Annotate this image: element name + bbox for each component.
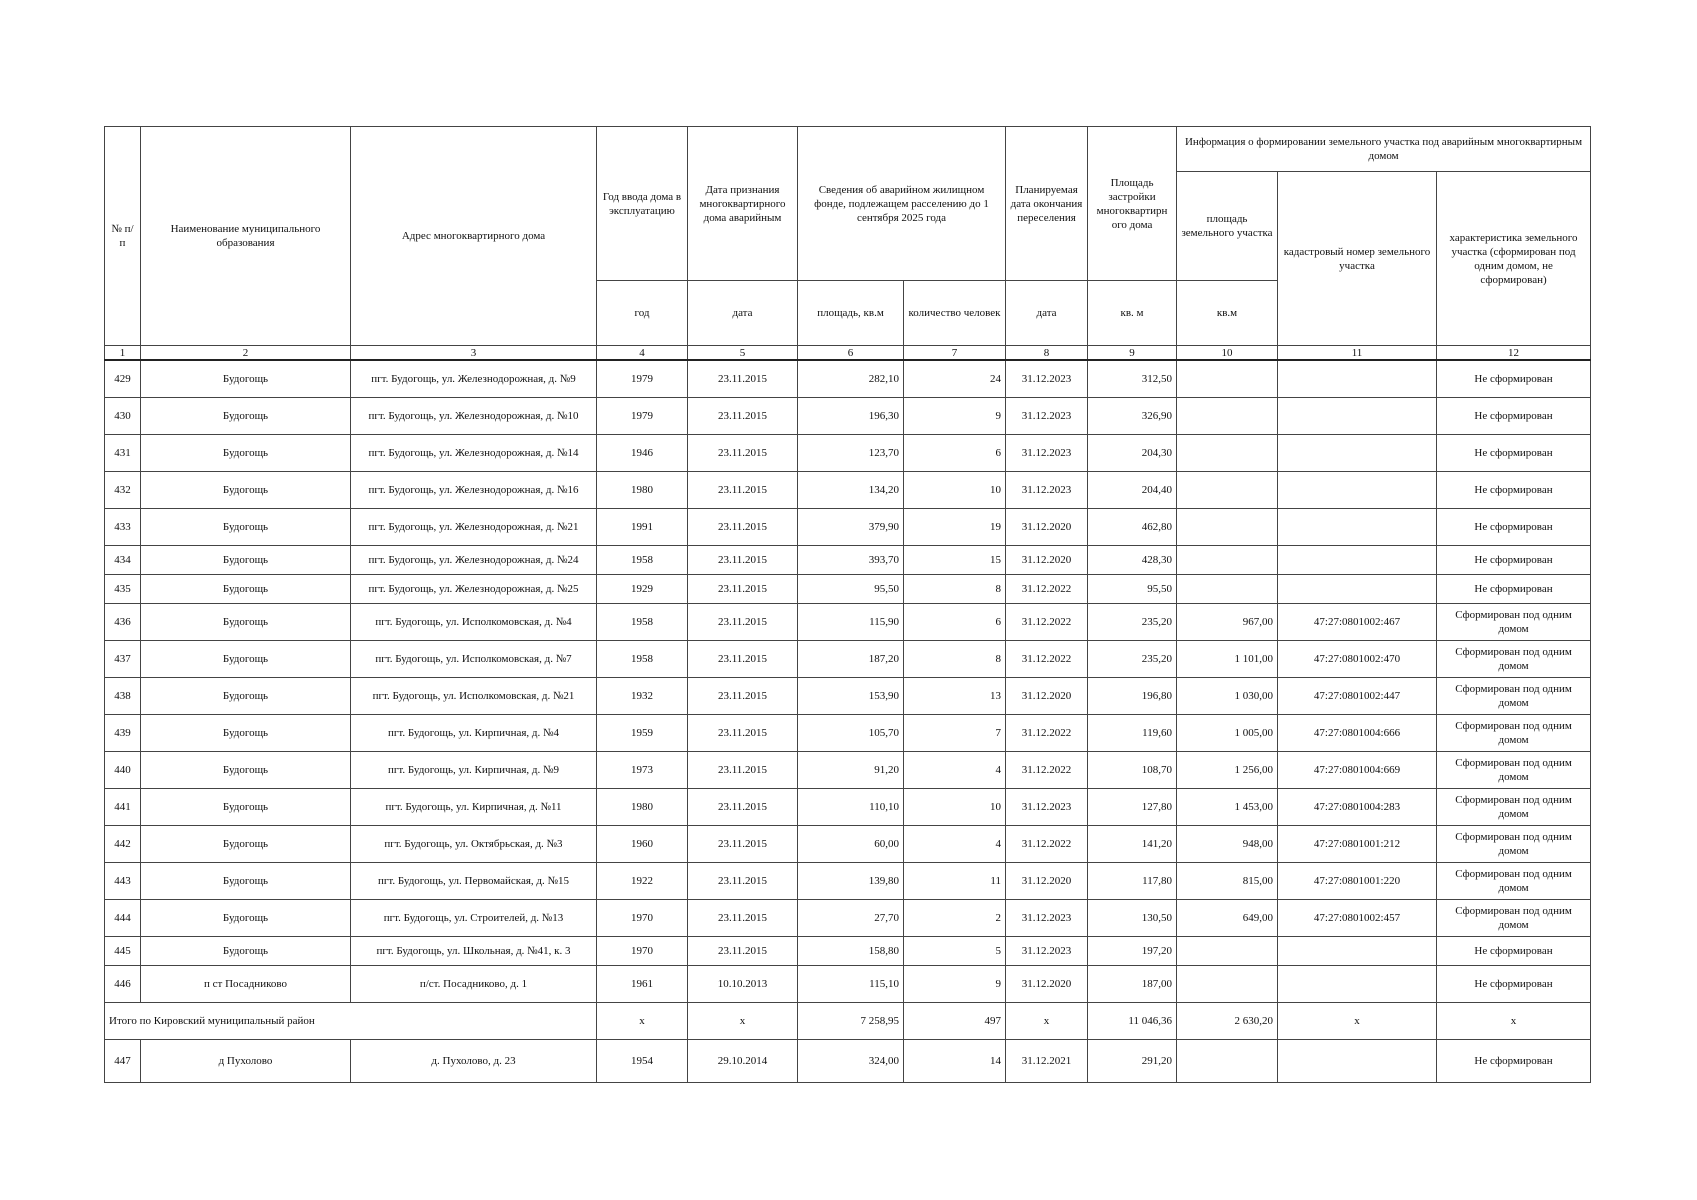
municipality-cell: Будогощь: [141, 826, 351, 863]
emergency-date-cell: 23.11.2015: [688, 826, 798, 863]
year-cell: 1980: [597, 789, 688, 826]
build-area-cell: 235,20: [1088, 641, 1177, 678]
planned-date-cell: 31.12.2022: [1006, 826, 1088, 863]
land-status-cell: Не сформирован: [1437, 966, 1591, 1003]
land-area-cell: [1177, 360, 1278, 398]
people-count-cell: 4: [904, 752, 1006, 789]
planned-date-cell: 31.12.2023: [1006, 360, 1088, 398]
unit-plan-date: дата: [1006, 281, 1088, 346]
table-row: [105, 752, 1591, 789]
land-area-cell: [1177, 966, 1278, 1003]
build-area-cell: 235,20: [1088, 604, 1177, 641]
table-row: [105, 789, 1591, 826]
column-number: 2: [141, 346, 351, 361]
address-cell: пгт. Будогощь, ул. Кирпичная, д. №9: [351, 752, 597, 789]
land-area-cell: [1177, 435, 1278, 472]
year-cell: 1954: [597, 1040, 688, 1083]
municipality-cell: Будогощь: [141, 789, 351, 826]
table-row: [105, 1040, 1591, 1083]
address-cell: пгт. Будогощь, ул. Кирпичная, д. №4: [351, 715, 597, 752]
cadastral-number-cell: [1278, 937, 1437, 966]
header-year: Год ввода дома в эксплуатацию: [597, 127, 688, 281]
area-cell: 115,90: [798, 604, 904, 641]
municipality-cell: Будогощь: [141, 678, 351, 715]
area-cell: 115,10: [798, 966, 904, 1003]
people-count-cell: 2: [904, 900, 1006, 937]
emergency-date-cell: 23.11.2015: [688, 789, 798, 826]
area-cell: 153,90: [798, 678, 904, 715]
planned-date-cell: 31.12.2022: [1006, 575, 1088, 604]
table-row: [105, 575, 1591, 604]
area-cell: 324,00: [798, 1040, 904, 1083]
address-cell: пгт. Будогощь, ул. Железнодорожная, д. №16: [351, 472, 597, 509]
total-area-cell: 7 258,95: [798, 1003, 904, 1040]
build-area-cell: 108,70: [1088, 752, 1177, 789]
address-cell: пгт. Будогощь, ул. Исполкомовская, д. №21: [351, 678, 597, 715]
table-row: [105, 826, 1591, 863]
year-cell: 1946: [597, 435, 688, 472]
area-cell: 27,70: [798, 900, 904, 937]
land-status-cell: Сформирован под одним домом: [1437, 604, 1591, 641]
area-cell: 196,30: [798, 398, 904, 435]
address-cell: пгт. Будогощь, ул. Школьная, д. №41, к. 3: [351, 937, 597, 966]
column-number-row: [105, 346, 1591, 361]
header-emergency-date: Дата признания многоквартирного дома аварийным: [688, 127, 798, 281]
build-area-cell: 95,50: [1088, 575, 1177, 604]
land-status-cell: Сформирован под одним домом: [1437, 789, 1591, 826]
people-count-cell: 4: [904, 826, 1006, 863]
planned-date-cell: 31.12.2020: [1006, 863, 1088, 900]
cadastral-number-cell: [1278, 360, 1437, 398]
people-count-cell: 9: [904, 966, 1006, 1003]
planned-date-cell: 31.12.2022: [1006, 604, 1088, 641]
total-build-cell: 11 046,36: [1088, 1003, 1177, 1040]
land-status-cell: Сформирован под одним домом: [1437, 752, 1591, 789]
column-number: 8: [1006, 346, 1088, 361]
column-number: 5: [688, 346, 798, 361]
land-area-cell: 1 005,00: [1177, 715, 1278, 752]
emergency-date-cell: 23.11.2015: [688, 715, 798, 752]
build-area-cell: 127,80: [1088, 789, 1177, 826]
land-status-cell: Сформирован под одним домом: [1437, 678, 1591, 715]
land-area-cell: 649,00: [1177, 900, 1278, 937]
table-row: [105, 435, 1591, 472]
row-number-cell: 436: [105, 604, 141, 641]
emergency-date-cell: 23.11.2015: [688, 398, 798, 435]
year-cell: 1970: [597, 900, 688, 937]
municipality-cell: Будогощь: [141, 604, 351, 641]
people-count-cell: 8: [904, 641, 1006, 678]
land-area-cell: 1 256,00: [1177, 752, 1278, 789]
address-cell: пгт. Будогощь, ул. Кирпичная, д. №11: [351, 789, 597, 826]
land-area-cell: [1177, 546, 1278, 575]
land-area-cell: 967,00: [1177, 604, 1278, 641]
emergency-date-cell: 23.11.2015: [688, 546, 798, 575]
address-cell: пгт. Будогощь, ул. Железнодорожная, д. №10: [351, 398, 597, 435]
municipality-cell: Будогощь: [141, 398, 351, 435]
year-cell: 1932: [597, 678, 688, 715]
table-row: [105, 360, 1591, 398]
column-number: 11: [1278, 346, 1437, 361]
build-area-cell: 119,60: [1088, 715, 1177, 752]
column-number: 1: [105, 346, 141, 361]
emergency-date-cell: 23.11.2015: [688, 900, 798, 937]
land-status-cell: Не сформирован: [1437, 937, 1591, 966]
emergency-date-cell: 23.11.2015: [688, 575, 798, 604]
cadastral-number-cell: 47:27:0801004:666: [1278, 715, 1437, 752]
area-cell: 110,10: [798, 789, 904, 826]
row-number-cell: 434: [105, 546, 141, 575]
land-area-cell: [1177, 937, 1278, 966]
emergency-date-cell: 23.11.2015: [688, 752, 798, 789]
municipality-cell: Будогощь: [141, 509, 351, 546]
land-status-cell: Сформирован под одним домом: [1437, 826, 1591, 863]
row-number-cell: 446: [105, 966, 141, 1003]
emergency-date-cell: 23.11.2015: [688, 360, 798, 398]
year-cell: 1970: [597, 937, 688, 966]
emergency-date-cell: 23.11.2015: [688, 863, 798, 900]
year-cell: 1973: [597, 752, 688, 789]
total-date-cell: x: [688, 1003, 798, 1040]
header-land-status: характеристика земельного участка (сформирован под одним домом, не сформирован): [1437, 172, 1591, 346]
table-row: [105, 900, 1591, 937]
land-area-cell: [1177, 575, 1278, 604]
people-count-cell: 7: [904, 715, 1006, 752]
planned-date-cell: 31.12.2023: [1006, 435, 1088, 472]
total-label: Итого по Кировский муниципальный район: [105, 1003, 597, 1040]
land-status-cell: Сформирован под одним домом: [1437, 641, 1591, 678]
planned-date-cell: 31.12.2020: [1006, 678, 1088, 715]
cadastral-number-cell: 47:27:0801004:283: [1278, 789, 1437, 826]
cadastral-number-cell: [1278, 966, 1437, 1003]
area-cell: 187,20: [798, 641, 904, 678]
table-row: [105, 546, 1591, 575]
land-area-cell: [1177, 1040, 1278, 1083]
cadastral-number-cell: 47:27:0801004:669: [1278, 752, 1437, 789]
build-area-cell: 428,30: [1088, 546, 1177, 575]
table-row: [105, 715, 1591, 752]
land-status-cell: Не сформирован: [1437, 435, 1591, 472]
area-cell: 95,50: [798, 575, 904, 604]
area-cell: 60,00: [798, 826, 904, 863]
cadastral-number-cell: 47:27:0801002:467: [1278, 604, 1437, 641]
address-cell: пгт. Будогощь, ул. Исполкомовская, д. №4: [351, 604, 597, 641]
planned-date-cell: 31.12.2022: [1006, 641, 1088, 678]
year-cell: 1959: [597, 715, 688, 752]
year-cell: 1980: [597, 472, 688, 509]
land-area-cell: [1177, 509, 1278, 546]
land-status-cell: Не сформирован: [1437, 575, 1591, 604]
build-area-cell: 204,40: [1088, 472, 1177, 509]
unit-land-area: кв.м: [1177, 281, 1278, 346]
people-count-cell: 10: [904, 472, 1006, 509]
area-cell: 91,20: [798, 752, 904, 789]
land-status-cell: Не сформирован: [1437, 360, 1591, 398]
address-cell: пгт. Будогощь, ул. Железнодорожная, д. №24: [351, 546, 597, 575]
municipality-cell: Будогощь: [141, 435, 351, 472]
header-address: Адрес многоквартирного дома: [351, 127, 597, 346]
people-count-cell: 8: [904, 575, 1006, 604]
table-body: [105, 346, 1591, 1083]
address-cell: пгт. Будогощь, ул. Октябрьская, д. №3: [351, 826, 597, 863]
header-emergency-fund: Сведения об аварийном жилищном фонде, подлежащем расселению до 1 сентября 2025 года: [798, 127, 1006, 281]
total-land-cell: 2 630,20: [1177, 1003, 1278, 1040]
people-count-cell: 11: [904, 863, 1006, 900]
people-count-cell: 14: [904, 1040, 1006, 1083]
people-count-cell: 24: [904, 360, 1006, 398]
year-cell: 1922: [597, 863, 688, 900]
planned-date-cell: 31.12.2023: [1006, 398, 1088, 435]
table-row: [105, 641, 1591, 678]
land-area-cell: 948,00: [1177, 826, 1278, 863]
resettlement-table: [104, 126, 1591, 1083]
year-cell: 1991: [597, 509, 688, 546]
emergency-date-cell: 29.10.2014: [688, 1040, 798, 1083]
cadastral-number-cell: [1278, 398, 1437, 435]
total-people-cell: 497: [904, 1003, 1006, 1040]
address-cell: пгт. Будогощь, ул. Первомайская, д. №15: [351, 863, 597, 900]
municipality-cell: Будогощь: [141, 575, 351, 604]
planned-date-cell: 31.12.2020: [1006, 546, 1088, 575]
header-row-number: № п/п: [105, 127, 141, 346]
build-area-cell: 204,30: [1088, 435, 1177, 472]
row-number-cell: 443: [105, 863, 141, 900]
column-number: 12: [1437, 346, 1591, 361]
land-area-cell: [1177, 398, 1278, 435]
area-cell: 105,70: [798, 715, 904, 752]
year-cell: 1958: [597, 641, 688, 678]
build-area-cell: 326,90: [1088, 398, 1177, 435]
land-area-cell: 1 101,00: [1177, 641, 1278, 678]
land-status-cell: Не сформирован: [1437, 546, 1591, 575]
municipality-cell: Будогощь: [141, 546, 351, 575]
table-row: [105, 937, 1591, 966]
emergency-date-cell: 23.11.2015: [688, 435, 798, 472]
land-area-cell: 1 453,00: [1177, 789, 1278, 826]
year-cell: 1929: [597, 575, 688, 604]
cadastral-number-cell: 47:27:0801001:212: [1278, 826, 1437, 863]
total-plan-cell: x: [1006, 1003, 1088, 1040]
build-area-cell: 117,80: [1088, 863, 1177, 900]
land-status-cell: Не сформирован: [1437, 509, 1591, 546]
planned-date-cell: 31.12.2023: [1006, 789, 1088, 826]
year-cell: 1961: [597, 966, 688, 1003]
row-number-cell: 430: [105, 398, 141, 435]
cadastral-number-cell: 47:27:0801001:220: [1278, 863, 1437, 900]
people-count-cell: 6: [904, 604, 1006, 641]
area-cell: 158,80: [798, 937, 904, 966]
row-number-cell: 447: [105, 1040, 141, 1083]
area-cell: 282,10: [798, 360, 904, 398]
row-number-cell: 429: [105, 360, 141, 398]
address-cell: пгт. Будогощь, ул. Исполкомовская, д. №7: [351, 641, 597, 678]
cadastral-number-cell: [1278, 546, 1437, 575]
table-row: [105, 398, 1591, 435]
emergency-date-cell: 10.10.2013: [688, 966, 798, 1003]
land-status-cell: Не сформирован: [1437, 398, 1591, 435]
header-land-area: площадь земельного участка: [1177, 172, 1278, 281]
area-cell: 139,80: [798, 863, 904, 900]
column-number: 3: [351, 346, 597, 361]
cadastral-number-cell: 47:27:0801002:447: [1278, 678, 1437, 715]
build-area-cell: 130,50: [1088, 900, 1177, 937]
build-area-cell: 291,20: [1088, 1040, 1177, 1083]
header-cadastral: кадастровый номер земельного участка: [1278, 172, 1437, 346]
cadastral-number-cell: [1278, 509, 1437, 546]
municipality-cell: Будогощь: [141, 863, 351, 900]
build-area-cell: 196,80: [1088, 678, 1177, 715]
row-number-cell: 431: [105, 435, 141, 472]
unit-build-area: кв. м: [1088, 281, 1177, 346]
area-cell: 379,90: [798, 509, 904, 546]
planned-date-cell: 31.12.2023: [1006, 937, 1088, 966]
total-cad-cell: x: [1278, 1003, 1437, 1040]
people-count-cell: 5: [904, 937, 1006, 966]
municipality-cell: Будогощь: [141, 752, 351, 789]
row-number-cell: 439: [105, 715, 141, 752]
cadastral-number-cell: 47:27:0801002:457: [1278, 900, 1437, 937]
land-status-cell: Не сформирован: [1437, 1040, 1591, 1083]
cadastral-number-cell: [1278, 1040, 1437, 1083]
year-cell: 1958: [597, 546, 688, 575]
people-count-cell: 10: [904, 789, 1006, 826]
table-row: [105, 604, 1591, 641]
land-status-cell: Сформирован под одним домом: [1437, 863, 1591, 900]
address-cell: п/ст. Посадниково, д. 1: [351, 966, 597, 1003]
land-area-cell: 1 030,00: [1177, 678, 1278, 715]
area-cell: 393,70: [798, 546, 904, 575]
address-cell: пгт. Будогощь, ул. Строителей, д. №13: [351, 900, 597, 937]
planned-date-cell: 31.12.2020: [1006, 509, 1088, 546]
build-area-cell: 312,50: [1088, 360, 1177, 398]
row-number-cell: 440: [105, 752, 141, 789]
row-number-cell: 441: [105, 789, 141, 826]
cadastral-number-cell: [1278, 435, 1437, 472]
land-area-cell: [1177, 472, 1278, 509]
header-land-info: Информация о формировании земельного участка под аварийным многоквартирным домом: [1177, 127, 1591, 172]
people-count-cell: 9: [904, 398, 1006, 435]
build-area-cell: 141,20: [1088, 826, 1177, 863]
column-number: 6: [798, 346, 904, 361]
total-row: [105, 1003, 1591, 1040]
emergency-date-cell: 23.11.2015: [688, 937, 798, 966]
table-row: [105, 509, 1591, 546]
municipality-cell: Будогощь: [141, 937, 351, 966]
row-number-cell: 438: [105, 678, 141, 715]
year-cell: 1979: [597, 398, 688, 435]
unit-year: год: [597, 281, 688, 346]
header-build-area: Площадь застройки многоквартирн ого дома: [1088, 127, 1177, 281]
address-cell: д. Пухолово, д. 23: [351, 1040, 597, 1083]
total-year-cell: x: [597, 1003, 688, 1040]
header-planned-date: Планируемая дата окончания переселения: [1006, 127, 1088, 281]
land-status-cell: Сформирован под одним домом: [1437, 900, 1591, 937]
municipality-cell: п ст Посадниково: [141, 966, 351, 1003]
cadastral-number-cell: 47:27:0801002:470: [1278, 641, 1437, 678]
municipality-cell: Будогощь: [141, 715, 351, 752]
people-count-cell: 15: [904, 546, 1006, 575]
row-number-cell: 432: [105, 472, 141, 509]
land-area-cell: 815,00: [1177, 863, 1278, 900]
cadastral-number-cell: [1278, 575, 1437, 604]
people-count-cell: 13: [904, 678, 1006, 715]
build-area-cell: 187,00: [1088, 966, 1177, 1003]
year-cell: 1958: [597, 604, 688, 641]
planned-date-cell: 31.12.2023: [1006, 472, 1088, 509]
area-cell: 134,20: [798, 472, 904, 509]
land-status-cell: Не сформирован: [1437, 472, 1591, 509]
planned-date-cell: 31.12.2022: [1006, 752, 1088, 789]
build-area-cell: 197,20: [1088, 937, 1177, 966]
table-row: [105, 472, 1591, 509]
column-number: 10: [1177, 346, 1278, 361]
area-cell: 123,70: [798, 435, 904, 472]
total-status-cell: x: [1437, 1003, 1591, 1040]
emergency-date-cell: 23.11.2015: [688, 509, 798, 546]
address-cell: пгт. Будогощь, ул. Железнодорожная, д. №21: [351, 509, 597, 546]
municipality-cell: Будогощь: [141, 641, 351, 678]
row-number-cell: 433: [105, 509, 141, 546]
year-cell: 1960: [597, 826, 688, 863]
header-municipality: Наименование муниципального образования: [141, 127, 351, 346]
row-number-cell: 442: [105, 826, 141, 863]
build-area-cell: 462,80: [1088, 509, 1177, 546]
municipality-cell: д Пухолово: [141, 1040, 351, 1083]
table-row: [105, 678, 1591, 715]
land-status-cell: Сформирован под одним домом: [1437, 715, 1591, 752]
address-cell: пгт. Будогощь, ул. Железнодорожная, д. №9: [351, 360, 597, 398]
planned-date-cell: 31.12.2020: [1006, 966, 1088, 1003]
emergency-date-cell: 23.11.2015: [688, 641, 798, 678]
table-row: [105, 863, 1591, 900]
planned-date-cell: 31.12.2022: [1006, 715, 1088, 752]
planned-date-cell: 31.12.2021: [1006, 1040, 1088, 1083]
year-cell: 1979: [597, 360, 688, 398]
column-number: 4: [597, 346, 688, 361]
people-count-cell: 6: [904, 435, 1006, 472]
people-count-cell: 19: [904, 509, 1006, 546]
emergency-date-cell: 23.11.2015: [688, 678, 798, 715]
unit-date: дата: [688, 281, 798, 346]
column-number: 7: [904, 346, 1006, 361]
planned-date-cell: 31.12.2023: [1006, 900, 1088, 937]
table-row: [105, 966, 1591, 1003]
municipality-cell: Будогощь: [141, 472, 351, 509]
row-number-cell: 444: [105, 900, 141, 937]
address-cell: пгт. Будогощь, ул. Железнодорожная, д. №14: [351, 435, 597, 472]
column-number: 9: [1088, 346, 1177, 361]
municipality-cell: Будогощь: [141, 900, 351, 937]
row-number-cell: 445: [105, 937, 141, 966]
emergency-date-cell: 23.11.2015: [688, 604, 798, 641]
emergency-date-cell: 23.11.2015: [688, 472, 798, 509]
unit-people: количество человек: [904, 281, 1006, 346]
row-number-cell: 435: [105, 575, 141, 604]
cadastral-number-cell: [1278, 472, 1437, 509]
row-number-cell: 437: [105, 641, 141, 678]
address-cell: пгт. Будогощь, ул. Железнодорожная, д. №25: [351, 575, 597, 604]
unit-area: площадь, кв.м: [798, 281, 904, 346]
municipality-cell: Будогощь: [141, 360, 351, 398]
